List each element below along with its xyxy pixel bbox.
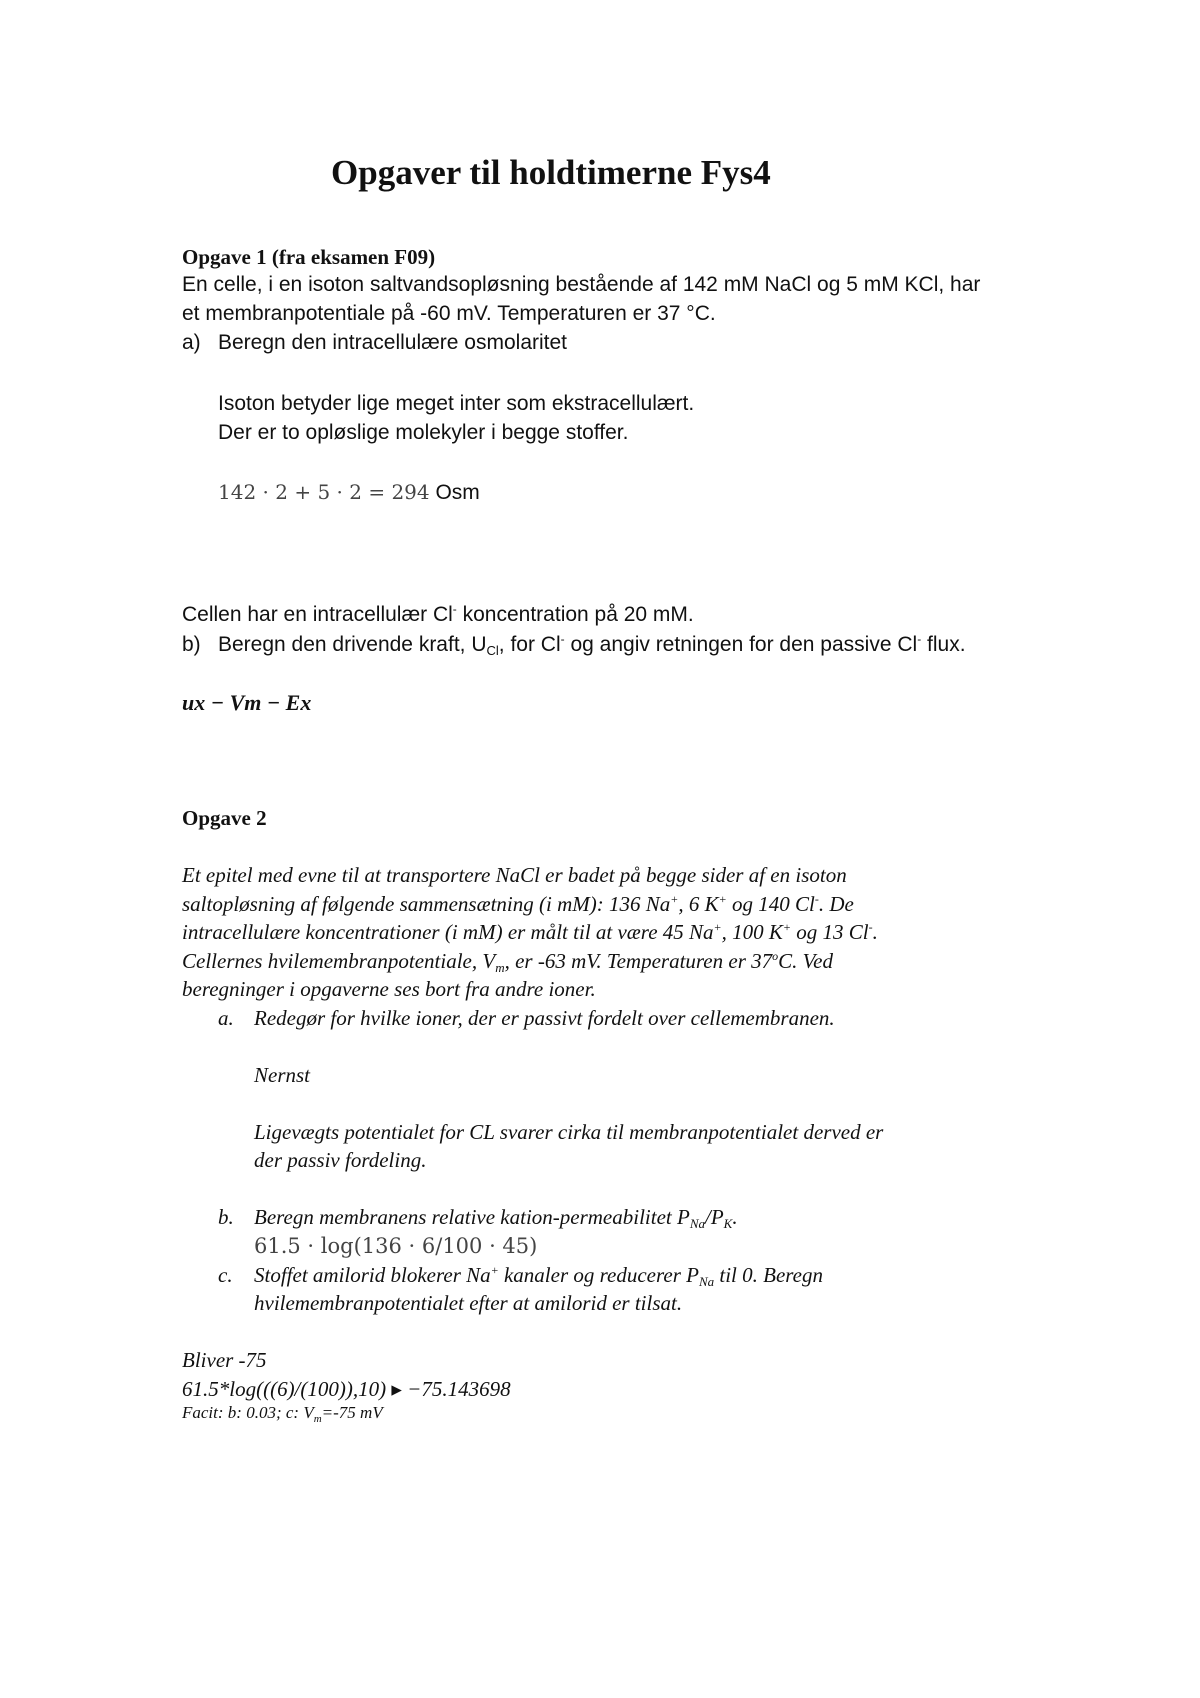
- superscript: +: [490, 1263, 499, 1277]
- opgave2-question-b: [254, 1203, 738, 1234]
- p3-text-end: .: [872, 920, 878, 944]
- page-title: Opgaver til holdtimerne Fys4: [331, 153, 771, 192]
- osmolarity-unit: Osm: [435, 481, 480, 504]
- opgave2-heading: Opgave 2: [182, 806, 267, 830]
- opgave2-question-b-marker: b.: [218, 1205, 234, 1229]
- permeability-calculation: 61.5 · log(136 · 6/100 · 45): [254, 1234, 538, 1258]
- superscript: -: [452, 602, 457, 616]
- opgave1-question-a: Beregn den intracellulære osmolaritet: [218, 331, 568, 354]
- facit-text-end: =-75 mV: [321, 1403, 383, 1422]
- opgave2-question-c-line2: hvilemembranpotentialet efter at amilorid er tilsat.: [254, 1291, 683, 1315]
- subscript: Na: [689, 1216, 705, 1231]
- p2-text-end: . De: [818, 892, 854, 916]
- superscript: -: [560, 632, 565, 646]
- p4-text: Cellernes hvilemembranpotentiale, V: [182, 949, 496, 973]
- opgave2-paragraph-line4: [182, 947, 833, 978]
- superscript: +: [670, 892, 679, 906]
- opgave1-calculation: [218, 478, 480, 507]
- superscript: +: [782, 920, 792, 934]
- p2-text-mid: , 6 K: [678, 892, 719, 916]
- opgave1-answer-line2: Der er to opløslige molekyler i begge stoffer.: [218, 421, 629, 444]
- opgave1-cl-concentration: [182, 601, 694, 631]
- opgave2-answer-a-line3: der passiv fordeling.: [254, 1148, 427, 1172]
- superscript: -: [917, 632, 922, 646]
- b-text-end: .: [732, 1205, 738, 1229]
- opgave1-question-a-marker: a): [182, 331, 201, 354]
- result-line1: Bliver -75: [182, 1348, 267, 1372]
- opgave1-heading: Opgave 1 (fra eksamen F09): [182, 245, 436, 269]
- c-text-mid: kanaler og reducerer P: [498, 1263, 699, 1287]
- opgave1-question-b: [218, 631, 966, 661]
- subscript: m: [495, 960, 505, 975]
- p2-text: saltopløsning af følgende sammensætning (i mM): 136 Na: [182, 892, 671, 916]
- cl-text-end: koncentration på 20 mM.: [456, 603, 694, 626]
- p3-text-mid: , 100 K: [721, 920, 783, 944]
- opgave2-answer-a-line2: Ligevægts potentialet for CL svarer cirka til membranpotentialet derved er: [254, 1120, 884, 1144]
- superscript: o: [772, 949, 779, 963]
- b-text-mid: /P: [705, 1205, 724, 1229]
- facit-line: [182, 1402, 383, 1426]
- b-text-mid: , for Cl: [498, 633, 561, 656]
- driving-force-formula: ux − Vm − Ex: [182, 690, 312, 715]
- b-text: Beregn den drivende kraft, U: [218, 633, 487, 656]
- opgave2-paragraph-line1: Et epitel med evne til at transportere NaCl er badet på begge sider af en isoton: [182, 863, 847, 887]
- opgave1-intro-line2: et membranpotentiale på -60 mV. Temperaturen er 37 °C.: [182, 302, 716, 325]
- opgave2-paragraph-line5: beregninger i opgaverne ses bort fra andre ioner.: [182, 977, 596, 1001]
- opgave1-intro-line1: En celle, i en isoton saltvandsopløsning bestående af 142 mM NaCl og 5 mM KCl, har: [182, 273, 981, 296]
- opgave1-question-b-marker: b): [182, 633, 201, 656]
- opgave2-paragraph-line2: [182, 890, 854, 921]
- opgave2-question-a-marker: a.: [218, 1006, 234, 1030]
- b-text-end: flux.: [921, 633, 966, 656]
- p4-text-mid: , er -63 mV. Temperaturen er 37: [504, 949, 773, 973]
- result-calculator-line: 61.5*log(((6)/(100)),10) ▸ −75.143698: [182, 1377, 511, 1401]
- opgave2-answer-a-line1: Nernst: [254, 1063, 311, 1087]
- opgave2-question-a: Redegør for hvilke ioner, der er passivt fordelt over cellemembranen.: [254, 1006, 835, 1030]
- superscript: -: [814, 892, 819, 906]
- c-text-end: til 0. Beregn: [714, 1263, 823, 1287]
- cl-text: Cellen har en intracellulær Cl: [182, 603, 453, 626]
- superscript: -: [868, 920, 873, 934]
- subscript: K: [723, 1216, 733, 1231]
- opgave1-answer-line1: Isoton betyder lige meget inter som ekstracellulært.: [218, 392, 695, 415]
- p4-text-end: C. Ved: [778, 949, 833, 973]
- osmolarity-formula: 142 · 2 + 5 · 2 = 294: [218, 480, 430, 504]
- subscript: Na: [698, 1274, 715, 1289]
- opgave2-paragraph-line3: [182, 918, 878, 949]
- opgave2-question-c-marker: c.: [218, 1263, 233, 1287]
- b-text: Beregn membranens relative kation-permeabilitet P: [254, 1205, 690, 1229]
- p2-text-mid2: og 140 Cl: [726, 892, 815, 916]
- facit-text: Facit: b: 0.03; c: V: [182, 1403, 314, 1422]
- p3-text: intracellulære koncentrationer (i mM) er målt til at være 45 Na: [182, 920, 714, 944]
- c-text: Stoffet amilorid blokerer Na: [254, 1263, 491, 1287]
- superscript: +: [713, 920, 722, 934]
- subscript: m: [313, 1413, 322, 1425]
- subscript: Cl: [486, 643, 499, 658]
- b-text-mid2: og angiv retningen for den passive Cl: [564, 633, 918, 656]
- opgave2-question-c: [254, 1261, 823, 1292]
- p3-text-mid2: og 13 Cl: [791, 920, 869, 944]
- superscript: +: [718, 892, 727, 906]
